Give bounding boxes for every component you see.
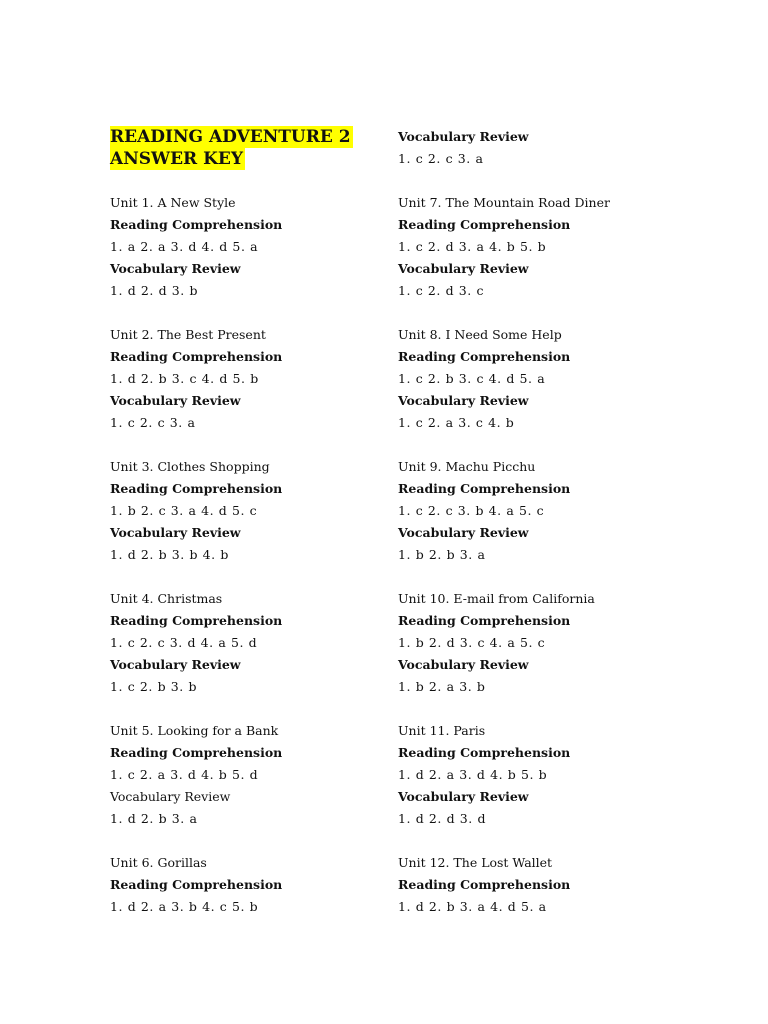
unit-heading: Unit 12. The Lost Wallet xyxy=(398,855,553,870)
reading-comprehension-answers: 1. c 2. d 3. a 4. b 5. b xyxy=(398,239,547,254)
unit-heading: Unit 4. Christmas xyxy=(110,591,223,606)
vocabulary-review-answers: 1. c 2. d 3. c xyxy=(398,283,485,298)
unit-heading: Unit 5. Looking for a Bank xyxy=(110,723,279,738)
reading-comprehension-label: Reading Comprehension xyxy=(110,877,283,892)
vocabulary-review-label: Vocabulary Review xyxy=(110,657,241,672)
reading-comprehension-label: Reading Comprehension xyxy=(398,349,571,364)
reading-comprehension-answers: 1. d 2. b 3. a 4. d 5. a xyxy=(398,899,547,914)
unit-heading: Unit 8. I Need Some Help xyxy=(398,327,562,342)
vocabulary-review-answers: 1. d 2. b 3. b 4. b xyxy=(110,547,229,562)
left-column xyxy=(110,126,380,918)
unit-6-continued-section xyxy=(398,126,728,170)
unit-heading: Unit 2. The Best Present xyxy=(110,327,266,342)
unit-9-section xyxy=(398,456,728,566)
reading-comprehension-label: Reading Comprehension xyxy=(110,481,283,496)
reading-comprehension-label: Reading Comprehension xyxy=(398,481,571,496)
reading-comprehension-answers: 1. a 2. a 3. d 4. d 5. a xyxy=(110,239,259,254)
unit-11-section xyxy=(398,720,728,830)
unit-heading: Unit 1. A New Style xyxy=(110,195,236,210)
vocabulary-review-label: Vocabulary Review xyxy=(398,789,529,804)
vocabulary-review-answers: 1. b 2. b 3. a xyxy=(398,547,486,562)
reading-comprehension-answers: 1. c 2. c 3. d 4. a 5. d xyxy=(110,635,258,650)
reading-comprehension-label: Reading Comprehension xyxy=(110,349,283,364)
vocabulary-review-label: Vocabulary Review xyxy=(398,393,529,408)
reading-comprehension-answers: 1. c 2. a 3. d 4. b 5. d xyxy=(110,767,259,782)
vocabulary-review-label: Vocabulary Review xyxy=(398,129,529,144)
unit-4-section xyxy=(110,588,380,698)
reading-comprehension-label: Reading Comprehension xyxy=(398,877,571,892)
vocabulary-review-label: Vocabulary Review xyxy=(398,261,529,276)
reading-comprehension-answers: 1. d 2. a 3. d 4. b 5. b xyxy=(398,767,548,782)
vocabulary-review-label: Vocabulary Review xyxy=(398,525,529,540)
unit-7-section xyxy=(398,192,728,302)
vocabulary-review-label: Vocabulary Review xyxy=(110,789,231,804)
reading-comprehension-answers: 1. c 2. c 3. b 4. a 5. c xyxy=(398,503,545,518)
unit-heading: Unit 7. The Mountain Road Diner xyxy=(398,195,610,210)
unit-3-section xyxy=(110,456,380,566)
unit-2-section xyxy=(110,324,380,434)
reading-comprehension-label: Reading Comprehension xyxy=(398,745,571,760)
vocabulary-review-answers: 1. c 2. a 3. c 4. b xyxy=(398,415,515,430)
reading-comprehension-answers: 1. b 2. d 3. c 4. a 5. c xyxy=(398,635,546,650)
title-line-2: ANSWER KEY xyxy=(110,149,243,169)
vocabulary-review-label: Vocabulary Review xyxy=(110,525,241,540)
unit-10-section xyxy=(398,588,728,698)
unit-5-section xyxy=(110,720,380,830)
unit-1-section xyxy=(110,192,380,302)
reading-comprehension-label: Reading Comprehension xyxy=(110,613,283,628)
vocabulary-review-answers: 1. b 2. a 3. b xyxy=(398,679,486,694)
reading-comprehension-answers: 1. d 2. a 3. b 4. c 5. b xyxy=(110,899,259,914)
right-column xyxy=(398,126,728,918)
reading-comprehension-answers: 1. d 2. b 3. c 4. d 5. b xyxy=(110,371,259,386)
unit-heading: Unit 11. Paris xyxy=(398,723,486,738)
vocabulary-review-label: Vocabulary Review xyxy=(110,393,241,408)
vocabulary-review-label: Vocabulary Review xyxy=(110,261,241,276)
vocabulary-review-answers: 1. c 2. c 3. a xyxy=(398,151,484,166)
vocabulary-review-answers: 1. c 2. c 3. a xyxy=(110,415,196,430)
reading-comprehension-label: Reading Comprehension xyxy=(398,613,571,628)
title-line-1: READING ADVENTURE 2 xyxy=(110,127,351,147)
vocabulary-review-label: Vocabulary Review xyxy=(398,657,529,672)
vocabulary-review-answers: 1. d 2. b 3. a xyxy=(110,811,198,826)
unit-6-section xyxy=(110,852,380,918)
vocabulary-review-answers: 1. d 2. d 3. b xyxy=(110,283,199,298)
reading-comprehension-label: Reading Comprehension xyxy=(110,745,283,760)
reading-comprehension-label: Reading Comprehension xyxy=(110,217,283,232)
unit-heading: Unit 10. E-mail from California xyxy=(398,591,595,606)
vocabulary-review-answers: 1. c 2. b 3. b xyxy=(110,679,198,694)
unit-heading: Unit 3. Clothes Shopping xyxy=(110,459,270,474)
document-title xyxy=(110,126,380,192)
reading-comprehension-label: Reading Comprehension xyxy=(398,217,571,232)
unit-heading: Unit 6. Gorillas xyxy=(110,855,207,870)
unit-12-section xyxy=(398,852,728,918)
vocabulary-review-answers: 1. d 2. d 3. d xyxy=(398,811,487,826)
reading-comprehension-answers: 1. b 2. c 3. a 4. d 5. c xyxy=(110,503,258,518)
unit-8-section xyxy=(398,324,728,434)
reading-comprehension-answers: 1. c 2. b 3. c 4. d 5. a xyxy=(398,371,546,386)
unit-heading: Unit 9. Machu Picchu xyxy=(398,459,536,474)
